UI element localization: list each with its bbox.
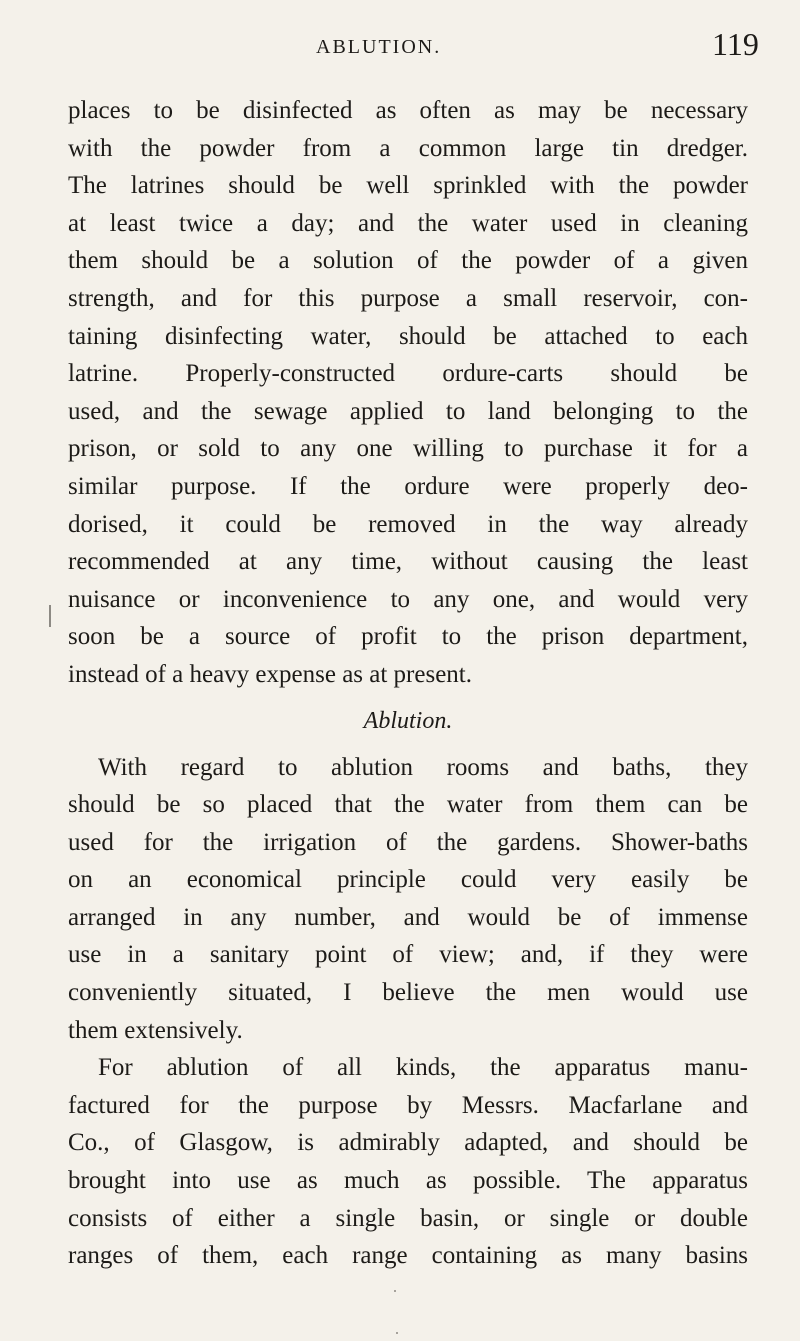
text-line: should be so placed that the water from them can be — [68, 791, 748, 819]
body-text — [68, 92, 748, 1275]
text-line: with the powder from a common large tin dredger. — [68, 134, 748, 162]
text-line: The latrines should be well sprinkled with the powder — [68, 172, 748, 200]
text-line: nuisance or inconvenience to any one, and would very — [68, 585, 748, 613]
margin-dot — [396, 1332, 398, 1334]
text-line: ranges of them, each range containing as many basins — [68, 1242, 748, 1270]
text-line: arranged in any number, and would be of immense — [68, 903, 748, 931]
text-line: conveniently situated, I believe the men would use — [68, 979, 748, 1007]
text-line: similar purpose. If the ordure were properly deo- — [68, 472, 748, 500]
text-line: brought into use as much as possible. The apparatus — [68, 1167, 748, 1195]
text-line: use in a sanitary point of view; and, if they were — [68, 941, 748, 969]
text-line: With regard to ablution rooms and baths, they — [98, 753, 748, 781]
text-line: places to be disinfected as often as may be necessary — [68, 97, 748, 124]
margin-dot — [394, 1290, 396, 1292]
text-line: instead of a heavy expense as at present. — [68, 660, 473, 688]
text-line: taining disinfecting water, should be attached to each — [68, 322, 748, 350]
paragraph-1 — [68, 92, 748, 694]
text-line: used for the irrigation of the gardens. Shower-baths — [68, 828, 748, 856]
text-line: recommended at any time, without causing the least — [68, 548, 748, 576]
text-line: factured for the purpose by Messrs. Macfarlane and — [68, 1091, 748, 1119]
text-line: on an economical principle could very easily be — [68, 866, 748, 894]
text-line: strength, and for this purpose a small reservoir, con- — [68, 284, 748, 312]
text-line: For ablution of all kinds, the apparatus manu- — [98, 1054, 748, 1082]
text-line: dorised, it could be removed in the way already — [68, 510, 748, 538]
text-line: used, and the sewage applied to land belonging to the — [68, 397, 748, 425]
text-line: at least twice a day; and the water used in cleaning — [68, 209, 748, 237]
running-header — [0, 16, 800, 62]
running-title: ABLUTION. — [316, 36, 442, 58]
section-heading: Ablution. — [363, 707, 453, 734]
text-line: them should be a solution of the powder of a given — [68, 247, 748, 275]
text-line: Co., of Glasgow, is admirably adapted, and should be — [68, 1129, 748, 1157]
paragraph-2 — [68, 749, 748, 1050]
text-line: latrine. Properly-constructed ordure-carts should be — [68, 360, 748, 388]
text-line: soon be a source of profit to the prison department, — [68, 623, 748, 651]
paragraph-3 — [68, 1049, 748, 1275]
margin-mark — [49, 605, 51, 627]
text-line: consists of either a single basin, or single or double — [68, 1204, 748, 1232]
page-number: 119 — [712, 26, 759, 62]
text-line: them extensively. — [68, 1016, 243, 1044]
text-line: prison, or sold to any one willing to purchase it for a — [68, 435, 748, 463]
